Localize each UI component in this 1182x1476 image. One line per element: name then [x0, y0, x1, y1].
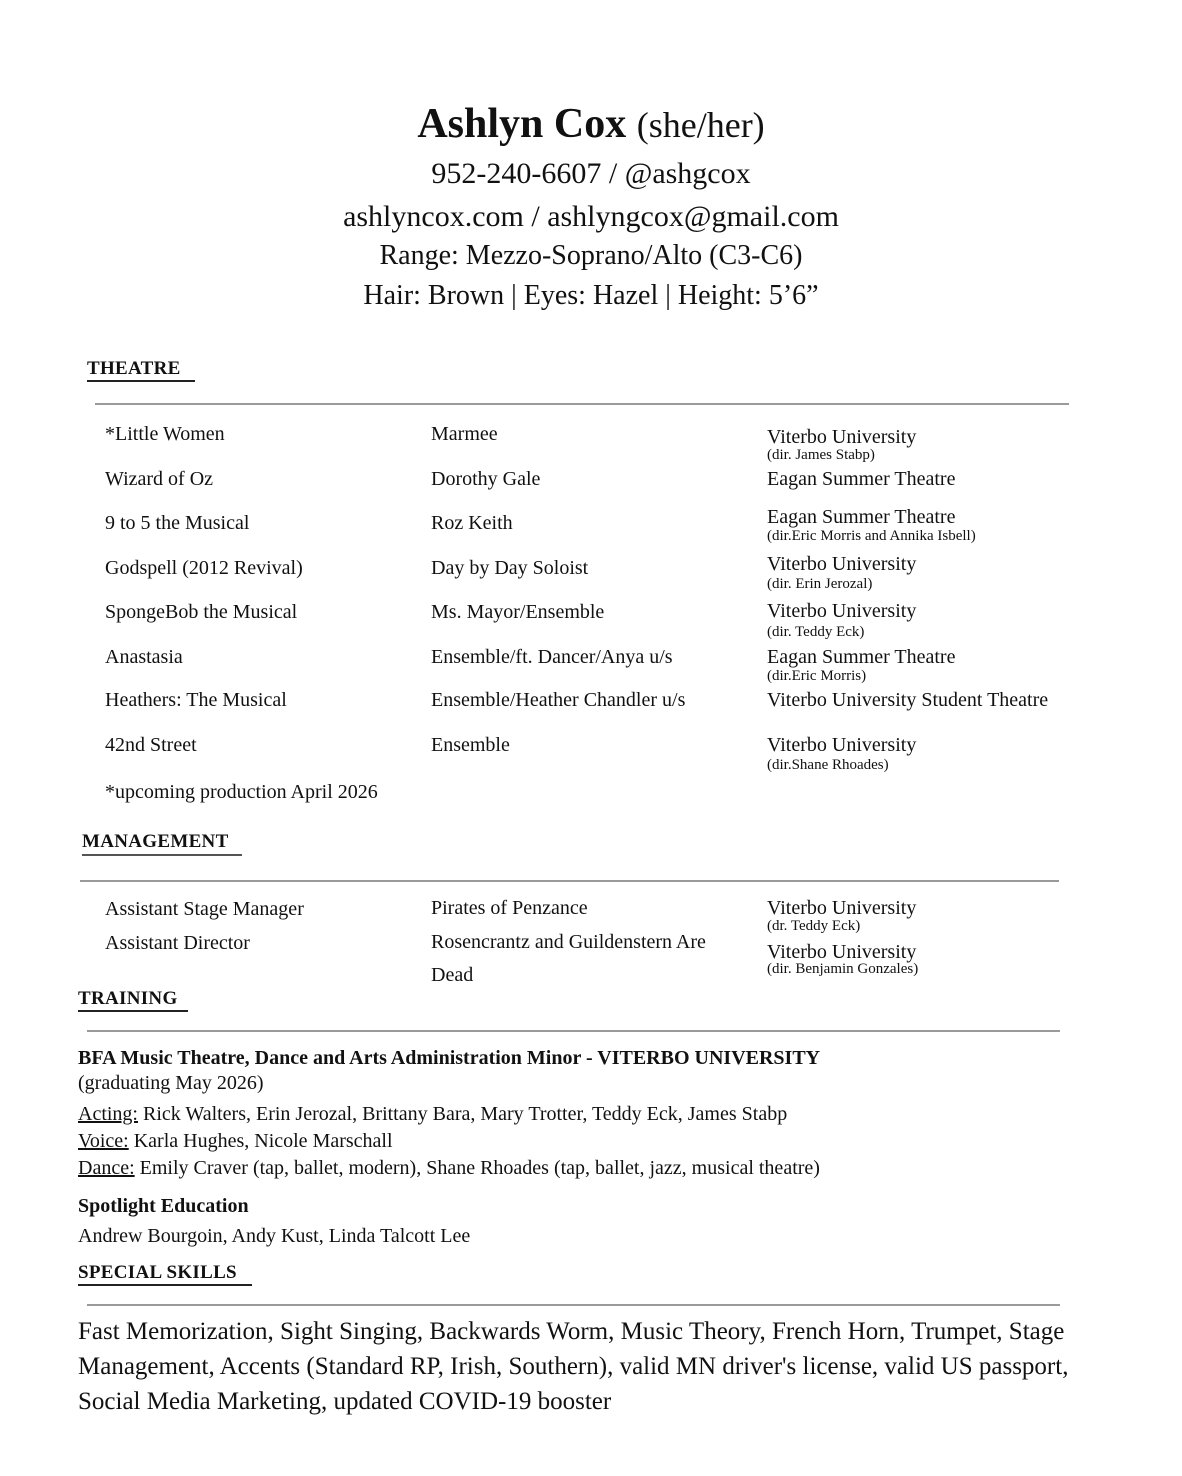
credit-venue: Viterbo University — [767, 426, 917, 448]
credit-show: SpongeBob the Musical — [105, 601, 298, 623]
training-heading-underline — [78, 1010, 188, 1012]
graduation-date: (graduating May 2026) — [78, 1072, 264, 1094]
credit-role: Ensemble/ft. Dancer/Anya u/s — [431, 646, 673, 668]
credit-show: Heathers: The Musical — [105, 689, 287, 711]
degree-title: BFA Music Theatre, Dance and Arts Administration Minor - VITERBO UNIVERSITY — [78, 1047, 821, 1069]
contact-phone-social: 952-240-6607 / @ashgcox — [431, 157, 751, 190]
spotlight-teachers: Andrew Bourgoin, Andy Kust, Linda Talcott Lee — [78, 1225, 471, 1247]
acting-label: Acting: — [78, 1103, 138, 1125]
management-heading: MANAGEMENT — [82, 831, 229, 852]
credit-venue: Viterbo University — [767, 941, 917, 963]
credit-venue: Viterbo University — [767, 600, 917, 622]
credit-director: (dir.Eric Morris) — [767, 668, 867, 684]
credit-director: (dir.Shane Rhoades) — [767, 757, 889, 773]
contact-web-email: ashlyncox.com / ashlyngcox@gmail.com — [343, 200, 839, 233]
credit-show: 42nd Street — [105, 734, 197, 756]
credit-director: (dir. Erin Jerozal) — [767, 576, 873, 592]
credit-venue: Eagan Summer Theatre — [767, 506, 956, 528]
credit-director: (dir.Eric Morris and Annika Isbell) — [767, 528, 976, 544]
credit-show-continued: Dead — [431, 964, 474, 986]
credit-show: Pirates of Penzance — [431, 897, 588, 919]
credit-role: Dorothy Gale — [431, 468, 541, 490]
skills-divider — [87, 1304, 1060, 1306]
voice-label: Voice: — [78, 1130, 129, 1152]
upcoming-footnote: *upcoming production April 2026 — [105, 781, 378, 803]
spotlight-heading: Spotlight Education — [78, 1195, 249, 1217]
credit-show: Wizard of Oz — [105, 468, 214, 490]
credit-show: *Little Women — [105, 423, 225, 445]
credit-position: Assistant Stage Manager — [105, 898, 304, 920]
credit-venue: Viterbo University — [767, 897, 917, 919]
pronouns: (she/her) — [636, 105, 765, 145]
credit-role: Marmee — [431, 423, 498, 445]
credit-show: 9 to 5 the Musical — [105, 512, 250, 534]
credit-venue: Viterbo University — [767, 553, 917, 575]
credit-role: Ms. Mayor/Ensemble — [431, 601, 605, 623]
credit-venue: Eagan Summer Theatre — [767, 468, 956, 490]
credit-role: Ensemble/Heather Chandler u/s — [431, 689, 686, 711]
theatre-divider — [95, 403, 1069, 405]
credit-show: Anastasia — [105, 646, 183, 668]
credit-show: Rosencrantz and Guildenstern Are — [431, 931, 706, 953]
acting-teachers — [78, 1103, 787, 1126]
training-heading: TRAINING — [78, 988, 178, 1009]
dance-label: Dance: — [78, 1157, 135, 1179]
voice-teachers — [78, 1130, 393, 1153]
credit-director: (dir. Benjamin Gonzales) — [767, 961, 919, 977]
skills-heading: SPECIAL SKILLS — [78, 1262, 237, 1283]
credit-director: (dir. James Stabp) — [767, 447, 875, 463]
vocal-range: Range: Mezzo-Soprano/Alto (C3-C6) — [379, 240, 803, 271]
theatre-heading-underline — [87, 380, 195, 382]
credit-position: Assistant Director — [105, 932, 250, 954]
dance-list: Emily Craver (tap, ballet, modern), Shane Rhoades (tap, ballet, jazz, musical theatre) — [139, 1157, 820, 1179]
performer-name-line — [0, 100, 1182, 148]
management-divider — [80, 880, 1059, 882]
management-heading-underline — [82, 854, 242, 856]
training-divider — [87, 1030, 1060, 1032]
credit-venue: Eagan Summer Theatre — [767, 646, 956, 668]
skills-heading-underline — [78, 1284, 252, 1286]
physical-stats: Hair: Brown | Eyes: Hazel | Height: 5’6” — [363, 280, 819, 311]
credit-director: (dir. Teddy Eck) — [767, 624, 865, 640]
performer-name: Ashlyn Cox — [417, 101, 627, 147]
voice-list: Karla Hughes, Nicole Marschall — [133, 1130, 393, 1152]
credit-venue: Viterbo University Student Theatre — [767, 689, 1049, 711]
credit-director: (dr. Teddy Eck) — [767, 918, 861, 934]
acting-list: Rick Walters, Erin Jerozal, Brittany Bara, Mary Trotter, Teddy Eck, James Stabp — [143, 1103, 788, 1125]
theatre-heading: THEATRE — [87, 358, 181, 379]
credit-role: Day by Day Soloist — [431, 557, 589, 579]
credit-venue: Viterbo University — [767, 734, 917, 756]
credit-role: Roz Keith — [431, 512, 513, 534]
dance-teachers — [78, 1157, 820, 1180]
credit-show: Godspell (2012 Revival) — [105, 557, 303, 579]
special-skills-list: Fast Memorization, Sight Singing, Backwards Worm, Music Theory, French Horn, Trumpet, Stage Management, Accents (Standard RP, Irish, Southern), valid MN driver's license, valid US passport, Social Media Marketing, updated COVID-19 booster — [78, 1318, 1069, 1415]
credit-role: Ensemble — [431, 734, 510, 756]
